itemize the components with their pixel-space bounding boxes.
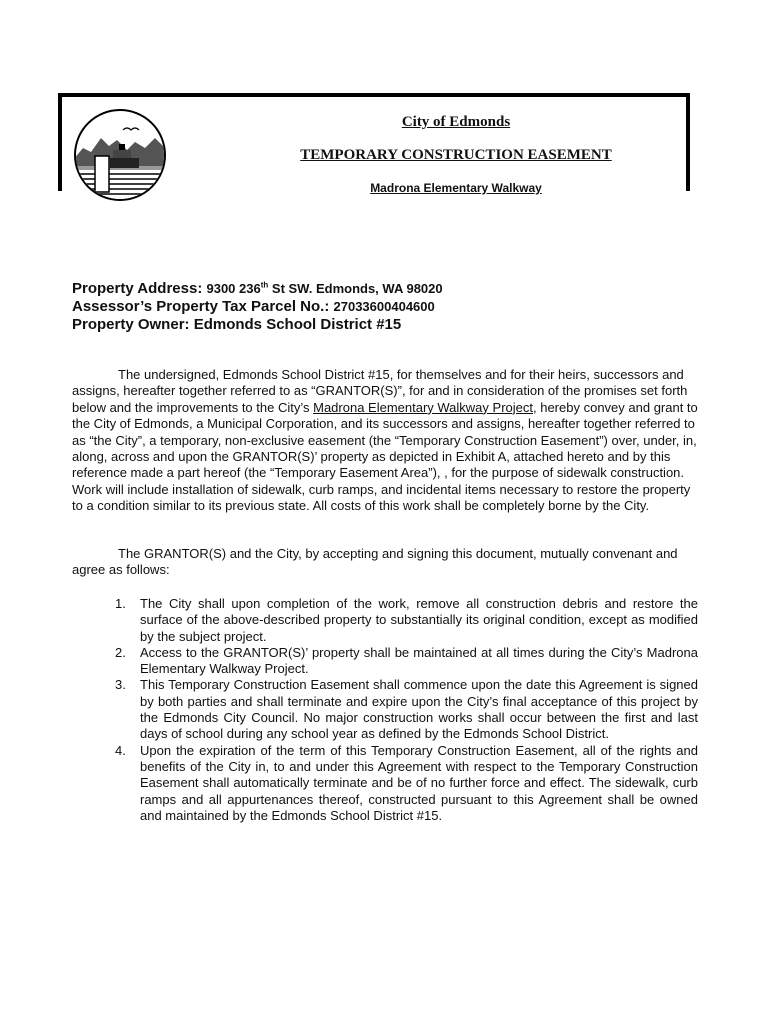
term-number: 1. [115,596,126,611]
property-address-number: 9300 236 [206,281,261,296]
parcel-number [72,298,435,315]
term-number: 3. [115,677,126,693]
term-number: 2. [115,644,126,660]
term-text: This Temporary Construction Easement shall commence upon the date this Agreement is signed by both parties and shall terminate and expire upon the City’s final acceptance of this project by the Edmonds City Council. No major construction works shall occur between the first and last days of school during any school year as defined by the Edmonds School District. [140,677,698,742]
city-heading: City of Edmonds [401,114,511,130]
term-text: Upon the expiration of the term of this Temporary Construction Easement, all of the rights and benefits of the City in, to and under this Agreement with respect to the Temporary Construction Easement shall automatically terminate and be of no further force and effect. The sidewalk, curb ramps and all appurtenances thereof, constructed pursuant to this Agreement shall be owned and maintained by the Edmonds School District #15. [140,742,698,823]
property-owner: Property Owner: Edmonds School District #15 [72,316,402,333]
term-item [115,645,698,678]
term-item [115,677,698,742]
property-address-rest: St SW. Edmonds, WA 98020 [268,281,443,296]
grant-text-after: , hereby convey and grant to the City of Edmonds, a Municipal Corporation, and its successors and assigns, hereafter together referred to as “the City”, a temporary, non-exclusive easement (the “Temporary Construction Easement”) over, under, in, along, across and upon the GRANTOR(S)’ property as depicted in Exhibit A, attached hereto and by this reference made a part hereof (the “Temporary Easement Area”), , for the purpose of sidewalk construction. Work will include installation of sidewalk, curb ramps, and incidental items necessary to restore the property to a condition similar to its previous state. All costs of this work shall be completely borne by the City. [72,399,698,514]
parcel-value: 27033600404600 [333,299,435,314]
project-reference: Madrona Elementary Walkway Project [313,399,533,415]
term-text: Access to the GRANTOR(S)’ property shall be maintained at all times during the City’s Madrona Elementary Walkway Project. [140,644,698,677]
term-item [115,743,698,824]
project-subtitle: Madrona Elementary Walkway [370,181,542,195]
agreement-text: The GRANTOR(S) and the City, by accepting and signing this document, mutually convenant and agree as follows: [72,546,678,578]
document-title: TEMPORARY CONSTRUCTION EASEMENT [300,147,612,163]
term-item [115,596,698,645]
term-text: The City shall upon completion of the work, remove all construction debris and restore the surface of the above-described property to substantially its original condition, except as modified by the subject project. [140,596,698,644]
terms-list [115,596,698,824]
property-address-suffix: th [260,280,269,290]
grant-paragraph [72,367,698,515]
city-seal-logo [73,108,167,202]
term-number: 4. [115,742,126,758]
parcel-label: Assessor’s Property Tax Parcel No.: [72,298,330,315]
property-address [72,280,443,297]
grant-text-before: The undersigned, Edmonds School District #15, for themselves and for their heirs, successors and assigns, hereafter together referred to as “GRANTOR(S)”, for and in consideration of the promises set forth below and the improvements to the City’s [72,367,688,415]
agreement-paragraph [72,546,698,579]
property-address-label: Property Address: [72,280,203,297]
